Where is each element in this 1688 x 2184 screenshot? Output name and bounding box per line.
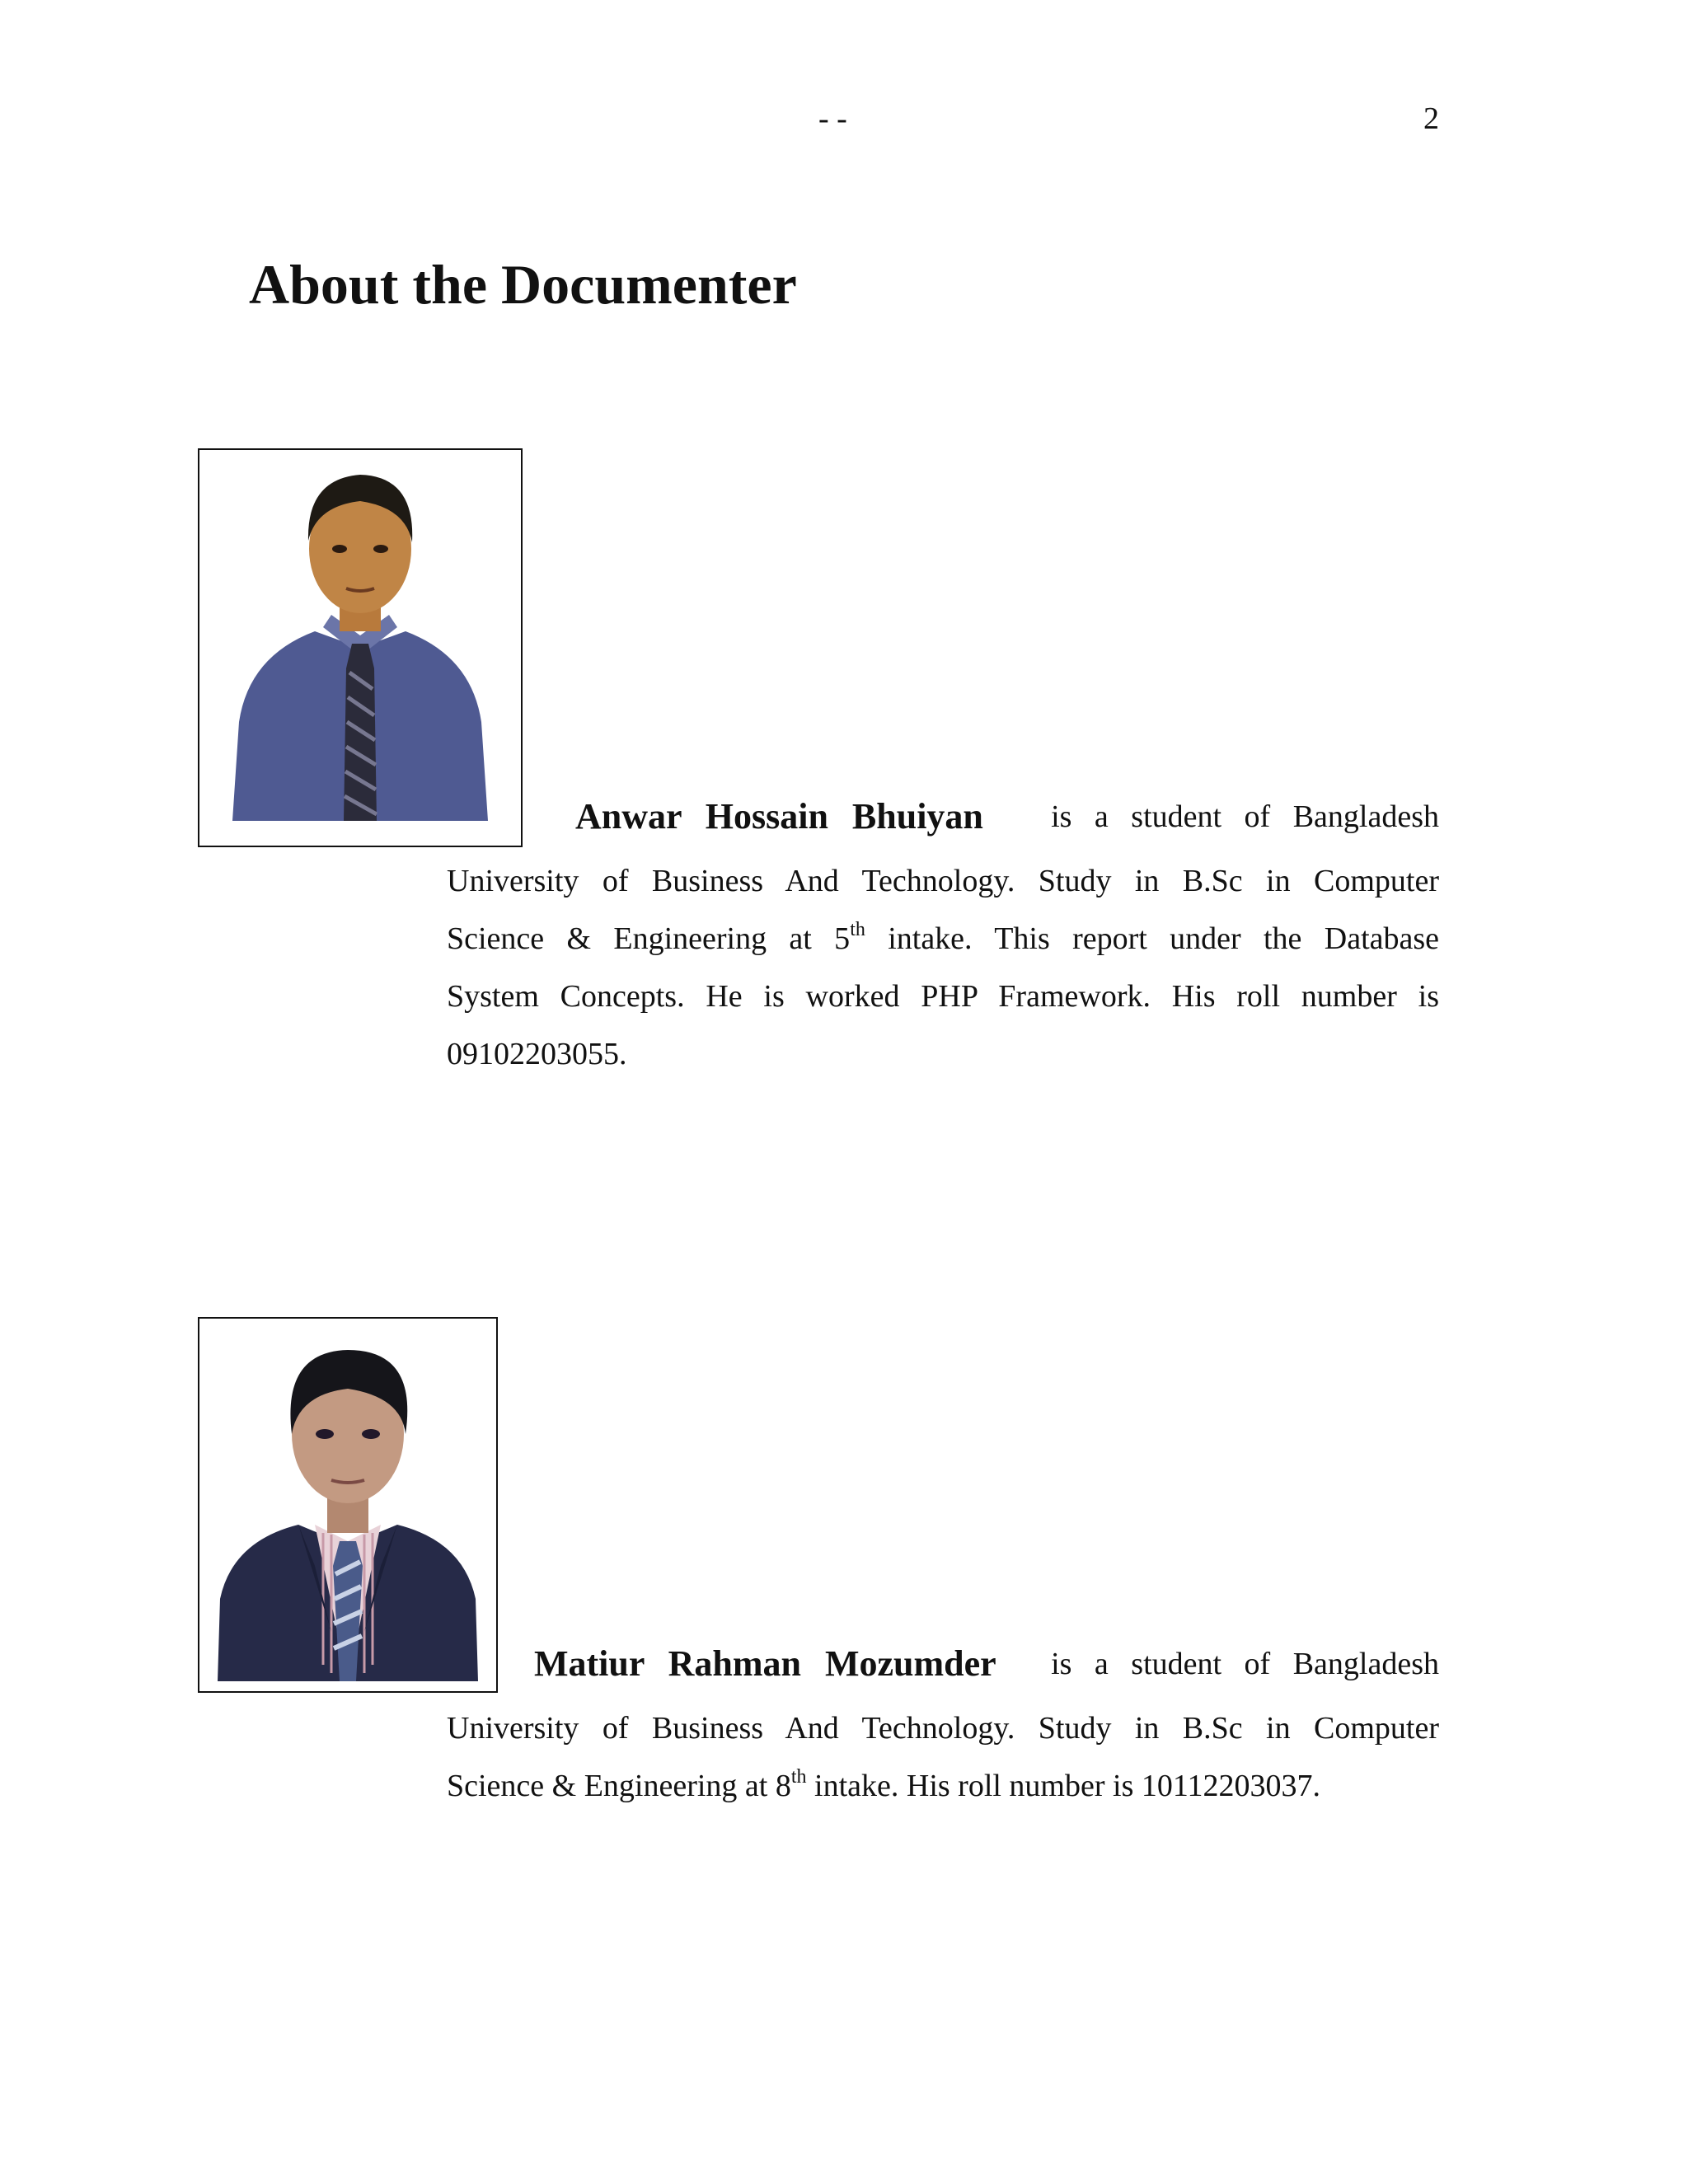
documenter-2-photo: [198, 1317, 498, 1693]
page-header-mark: - -: [818, 101, 847, 136]
documenter-2-bio: [447, 1699, 1439, 1815]
documenter-1-bio: [447, 852, 1439, 1083]
documenter-2-name: Matiur Rahman Mozumder: [534, 1643, 996, 1684]
bio-text: intake. His roll number is 10112203037.: [814, 1769, 1320, 1803]
documenter-1-intro: is a student of Bangladesh: [1051, 799, 1439, 834]
portrait-image: [199, 1319, 496, 1691]
bio-line: System Concepts. He is worked PHP Framework. His roll number is: [447, 979, 1439, 1014]
ordinal-suffix: th: [850, 919, 865, 940]
bio-line: University of Business And Technology. Study in B.Sc in Computer: [447, 1711, 1439, 1746]
portrait-image: [199, 450, 521, 846]
bio-text: intake. This report under the Database: [888, 921, 1440, 956]
bio-line: 09102203055.: [447, 1037, 627, 1071]
bio-text: Science & Engineering at 8: [447, 1769, 791, 1803]
page-title: About the Documenter: [249, 253, 797, 316]
documenter-2-intro: is a student of Bangladesh: [1051, 1647, 1439, 1681]
documenter-1-bio-first-line: [575, 788, 1439, 846]
ordinal-suffix: th: [790, 1766, 807, 1788]
documenter-1-photo: [198, 448, 523, 847]
bio-line: [447, 910, 1439, 968]
bio-line: University of Business And Technology. Study in B.Sc in Computer: [447, 864, 1439, 898]
bio-text: Science & Engineering at 5: [447, 921, 851, 956]
page-number: 2: [1423, 101, 1439, 136]
bio-line: [447, 1757, 1439, 1815]
documenter-2-bio-first-line: [534, 1635, 1439, 1693]
documenter-1-name: Anwar Hossain Bhuiyan: [575, 796, 983, 837]
